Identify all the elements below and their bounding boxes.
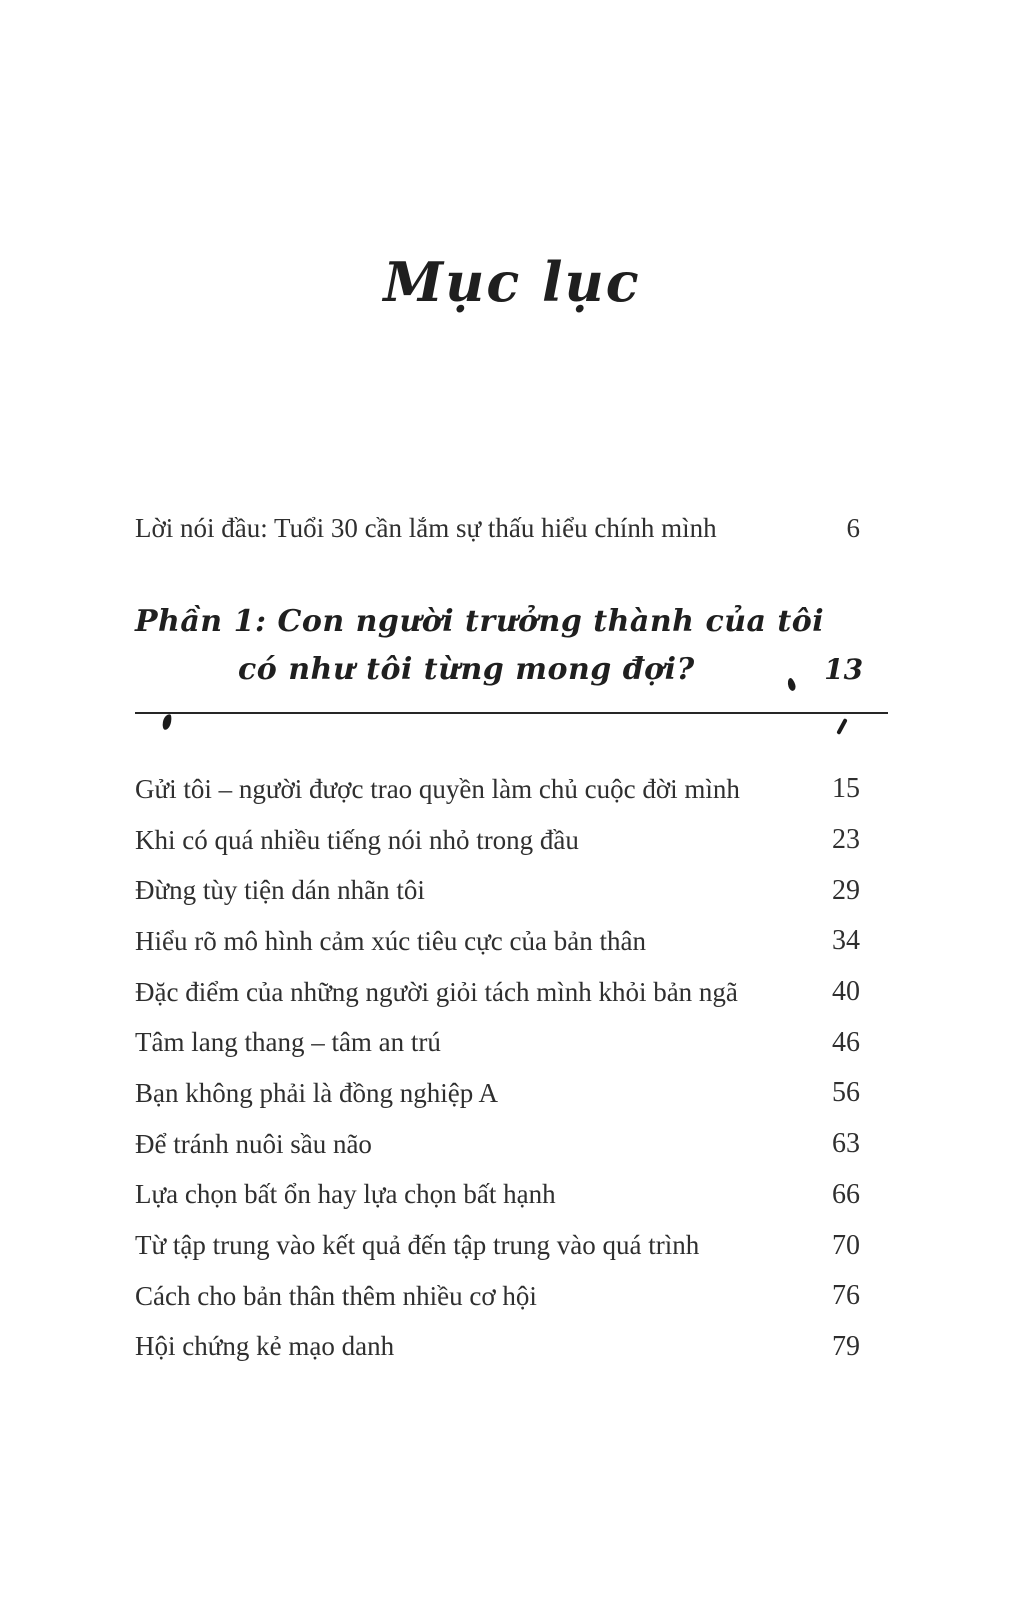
page-title: Mục lục: [383, 250, 641, 314]
ink-flourish-icon: [836, 718, 848, 735]
toc-entry-row: [135, 1271, 860, 1322]
toc-entry-label: Lựa chọn bất ổn hay lựa chọn bất hạnh: [135, 1179, 556, 1210]
toc-entry-row: [135, 1220, 860, 1271]
toc-entry-row: [135, 764, 860, 815]
part1-page-number: 13: [824, 653, 864, 686]
toc-entry-row: [135, 916, 860, 967]
toc-preface-row: [135, 513, 860, 544]
toc-entry-page-number: 15: [832, 773, 860, 805]
toc-entry-page-number: 29: [832, 874, 860, 906]
toc-entry-row: [135, 1170, 860, 1221]
toc-entry-label: Tâm lang thang – tâm an trú: [135, 1027, 441, 1058]
toc-entry-label: Gửi tôi – người được trao quyền làm chủ cuộc đời mình: [135, 773, 740, 804]
toc-entry-page-number: 70: [832, 1229, 860, 1261]
toc-entry-page-number: 34: [832, 925, 860, 957]
toc-preface-page-number: 6: [846, 513, 860, 543]
toc-entry-label: Hiểu rõ mô hình cảm xúc tiêu cực của bản thân: [135, 925, 646, 956]
toc-entry-page-number: 23: [832, 824, 860, 856]
ink-flourish-icon: [162, 713, 173, 730]
section-divider-rule: [135, 712, 888, 714]
toc-entry-page-number: 46: [832, 1026, 860, 1058]
toc-entry-row: [135, 1322, 860, 1373]
toc-entry-label: Để tránh nuôi sầu não: [135, 1128, 372, 1159]
toc-entry-label: Cách cho bản thân thêm nhiều cơ hội: [135, 1280, 537, 1311]
toc-entry-label: Từ tập trung vào kết quả đến tập trung vào quá trình: [135, 1230, 700, 1261]
part1-title-line1: Phần 1: Con người trưởng thành của tôi: [135, 604, 825, 639]
toc-entry-row: [135, 865, 860, 916]
toc-entry-row: [135, 1119, 860, 1170]
toc-entry-page-number: 56: [832, 1077, 860, 1109]
toc-entry-label: Đừng tùy tiện dán nhãn tôi: [135, 875, 425, 906]
toc-entry-page-number: 63: [832, 1128, 860, 1160]
toc-entry-row: [135, 1017, 860, 1068]
toc-preface-label: Lời nói đầu: Tuổi 30 cần lắm sự thấu hiểu chính mình: [135, 513, 717, 543]
toc-entry-page-number: 76: [832, 1280, 860, 1312]
toc-part1-heading: [135, 598, 864, 694]
toc-entry-label: Bạn không phải là đồng nghiệp A: [135, 1077, 498, 1108]
toc-entry-label: Hội chứng kẻ mạo danh: [135, 1331, 395, 1362]
toc-entry-label: Khi có quá nhiều tiếng nói nhỏ trong đầu: [135, 824, 579, 855]
toc-entry-page-number: 40: [832, 976, 860, 1008]
part1-title: [135, 598, 824, 694]
part1-title-line2: có như tôi từng mong đợi?: [238, 652, 695, 687]
toc-entry-list: [135, 764, 860, 1372]
toc-entry-page-number: 79: [832, 1330, 860, 1362]
toc-entry-label: Đặc điểm của những người giỏi tách mình khỏi bản ngã: [135, 976, 738, 1007]
toc-entry-row: [135, 967, 860, 1018]
toc-entry-row: [135, 815, 860, 866]
toc-entry-page-number: 66: [832, 1178, 860, 1210]
toc-entry-row: [135, 1068, 860, 1119]
